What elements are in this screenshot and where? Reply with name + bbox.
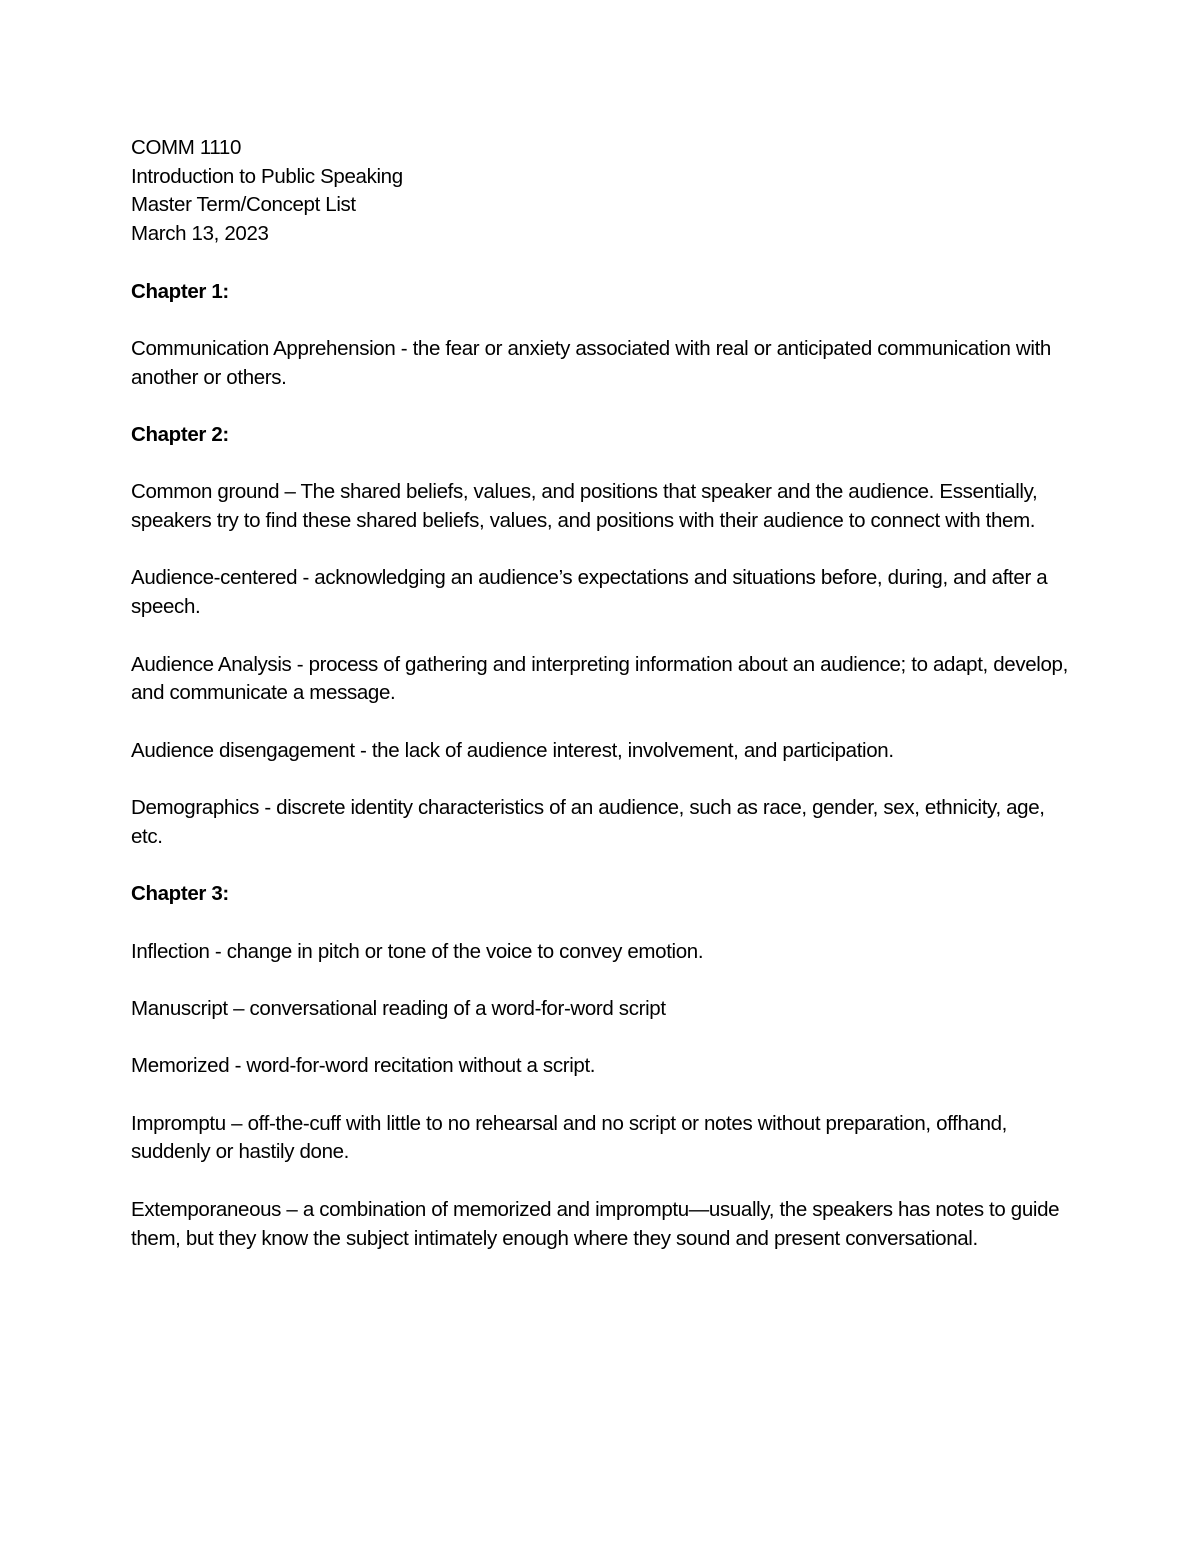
spacer: [131, 966, 1076, 995]
term-entry: Impromptu – off-the-cuff with little to no rehearsal and no script or notes without preparation, offhand, suddenly or hastily done.: [131, 1111, 1008, 1164]
document-date: March 13, 2023: [131, 222, 269, 246]
term-entry: Extemporaneous – a combination of memorized and impromptu—usually, the speakers has notes to guide them, but they know the subject intimately enough where they sound and present conversational.: [131, 1197, 1060, 1250]
term-entry: Memorized - word-for-word recitation without a script.: [131, 1054, 596, 1078]
spacer: [131, 909, 1076, 938]
term-entry: Common ground – The shared beliefs, values, and positions that speaker and the audience. Essentially, speakers try to find these shared beliefs, values, and positions with their audience to connect with them.: [131, 480, 1038, 533]
document-title: Master Term/Concept List: [131, 193, 356, 217]
term-entry: Demographics - discrete identity characteristics of an audience, such as race, gender, sex, ethnicity, age, etc.: [131, 796, 1045, 848]
course-code: COMM 1110: [131, 136, 242, 159]
spacer: [131, 1024, 1076, 1053]
document-body: [131, 134, 1076, 1253]
spacer: [131, 1081, 1076, 1110]
term-entry: Inflection - change in pitch or tone of the voice to convey emotion.: [131, 939, 704, 963]
spacer: [131, 765, 1076, 794]
spacer: [131, 708, 1076, 737]
term-entry: Manuscript – conversational reading of a word-for-word script: [131, 996, 666, 1020]
spacer: [131, 450, 1076, 479]
term-entry: Audience-centered - acknowledging an audience’s expectations and situations before, during, and after a speech.: [131, 566, 1048, 619]
spacer: [131, 851, 1076, 880]
spacer: [131, 622, 1076, 651]
term-entry: Communication Apprehension - the fear or anxiety associated with real or anticipated communication with another or others.: [131, 336, 1051, 389]
term-entry: Audience disengagement - the lack of audience interest, involvement, and participation.: [131, 738, 894, 762]
chapter-heading: Chapter 1:: [131, 279, 229, 303]
spacer: [131, 249, 1076, 278]
spacer: [131, 306, 1076, 335]
chapter-heading: Chapter 3:: [131, 882, 229, 906]
spacer: [131, 536, 1076, 565]
chapter-heading: Chapter 2:: [131, 422, 229, 446]
course-title: Introduction to Public Speaking: [131, 164, 403, 188]
term-entry: Audience Analysis - process of gathering and interpreting information about an audience; to adapt, develop, and communicate a message.: [131, 652, 1068, 705]
spacer: [131, 1167, 1076, 1196]
spacer: [131, 392, 1076, 421]
